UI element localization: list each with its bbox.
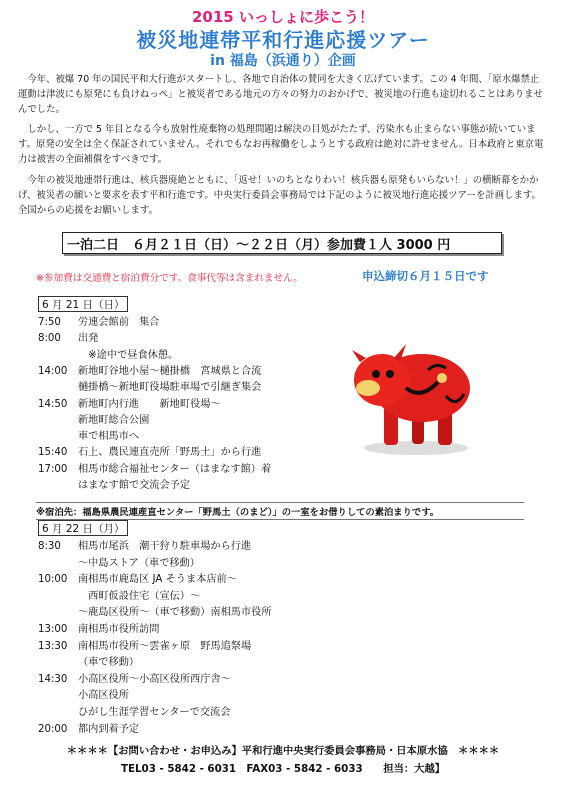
schedule-text: 南相馬市役所訪問 (78, 624, 160, 635)
schedule-text: 小高区役所 (78, 690, 129, 702)
schedule-text: 車で相馬市へ (78, 431, 140, 443)
schedule-time: 7:50 (38, 317, 61, 328)
schedule-row (38, 430, 139, 444)
schedule-text: 新地町谷地小屋～樋掛橋 宮城県と合流 (78, 365, 262, 377)
schedule-row (38, 606, 272, 620)
schedule-text: 石上、農民連直売所「野馬土」から行進 (78, 447, 262, 459)
title-main: 被災地連帯平和行進応援ツアー (136, 28, 430, 52)
tour-summary-box (62, 232, 502, 254)
schedule-text: 新地町総合公園 (78, 414, 150, 426)
schedule-time: 13:30 (38, 640, 68, 652)
schedule-row (38, 381, 261, 395)
schedule-text: 相馬市総合福祉センター（はまなす館）着 (78, 463, 272, 475)
schedule-text: （車で移動） (78, 657, 140, 669)
schedule-row (38, 316, 160, 330)
schedule-row (38, 640, 251, 654)
schedule-time: 15:40 (38, 447, 68, 459)
schedule-time: 8:00 (38, 333, 61, 345)
schedule-text: はまなす館で交流会予定 (78, 480, 191, 491)
day2-label: 6 月 22 日（月） (38, 520, 128, 536)
schedule-text: 樋掛橋～新地町役場駐車場で引継ぎ集会 (78, 382, 262, 394)
schedule-row (38, 590, 200, 604)
schedule-time: 13:00 (38, 624, 68, 635)
schedule-text: 南相馬市鹿島区 JA そうま本店前～ (78, 574, 237, 586)
schedule-text: ～中島ストア（車で移動） (78, 557, 200, 569)
schedule-text: 西町仮設住宅（宣伝）～ (78, 590, 201, 602)
intro-paragraph-2: しかし、一方で 5 年目となる今も放射性廃棄物の処理問題は解決の目処がたたず、汚染水も止まらない事態が続いています。原発の安全は全く保証されていません。それでもなお再稼働をしようとする政府は絶対に許せません。日本政府と東京電力は被害の全面補償をすべきです。 (18, 124, 544, 165)
intro-paragraph-3: 今年の被災地連帯行進は、核兵器廃絶とともに、「返せ！いのちとなりわい！核兵器も原発もいらない！」の横断幕をかかげ、被災者の願いと要求を表す平和行進です。中央実行委員会事務局では下記のように被災地行進応援ツアーを計画します。全国からの応援をお願いします。 (18, 175, 541, 216)
schedule-time: 14:00 (38, 365, 68, 377)
schedule-row (38, 398, 221, 412)
schedule-time: 20:00 (38, 723, 68, 735)
schedule-row (38, 673, 231, 687)
schedule-text: ～鹿島区役所～（車で移動）南相馬市役所 (78, 607, 272, 619)
schedule-row (38, 656, 139, 670)
schedule-row (38, 557, 200, 571)
akabeko-red-cow-icon (346, 318, 476, 458)
schedule-text: 新地町内行進 新地町役場～ (78, 398, 221, 410)
schedule-text: 出発 (78, 333, 99, 345)
schedule-text: 労連会館前 集合 (78, 317, 160, 328)
schedule-time: 10:00 (38, 574, 68, 586)
schedule-row (38, 414, 149, 428)
schedule-row (38, 573, 237, 587)
schedule-time: 17:00 (38, 463, 68, 475)
schedule-text: 小高区役所～小高区役所西庁舎～ (78, 673, 231, 685)
schedule-text: ひがし生涯学習センターで交流会 (78, 707, 231, 718)
schedule-row (38, 479, 190, 493)
schedule-row (38, 723, 139, 737)
title-line1: 2015 いっしょに歩こう！ (192, 8, 374, 26)
schedule-time: 14:50 (38, 398, 68, 410)
schedule-text: 相馬市尾浜 潮干狩り駐車場から行進 (78, 541, 252, 552)
title-sub: in 福島（浜通り）企画 (210, 53, 356, 69)
schedule-text: ※途中で昼食休憩。 (78, 349, 179, 361)
intro-paragraph-1: 今年、被爆 70 年の国民平和大行進がスタートし、各地で自治体の賛同を大きく広げています。この 4 年間、「原水爆禁止運動は津波にも原発にも負けねっぺ」と被災者である地元の方々の努力のおかげで、被災地の行進も途切れることはありませんでした。 (18, 74, 543, 115)
schedule-text: 南相馬市役所～雲雀ヶ原 野馬追祭場 (78, 640, 252, 652)
day1-label: 6 月 21 日（日） (38, 296, 128, 312)
schedule-row (38, 349, 178, 363)
schedule-row (38, 463, 271, 477)
schedule-row (38, 540, 251, 554)
fee-note: ※参加費は交通費と宿泊費分です。食事代等は含まれません。 (36, 273, 303, 284)
schedule-time: 14:30 (38, 673, 68, 685)
tour-summary-text: 一泊二日 ６月２１日（日）～２２日（月）参加費１人 3000 円 (67, 237, 451, 253)
contact-line-1: ＊＊＊＊【お問い合わせ・お申込み】平和行進中央実行委員会事務局・日本原水協 ＊＊＊＊ (66, 745, 500, 757)
schedule-row (38, 706, 230, 720)
schedule-row (38, 446, 261, 460)
deadline: 申込締切６月１５日です (362, 269, 489, 283)
schedule-row (38, 623, 160, 637)
schedule-row (38, 365, 261, 379)
stay-note: ※宿泊先：福島県農民連産直センター「野馬土（のまど）」の一室をお借りしての素泊まりです。 (36, 502, 524, 520)
contact-line-2: TEL03 - 5842 - 6031 FAX03 - 5842 - 6033 担当：大越】 (120, 763, 446, 775)
schedule-row (38, 332, 98, 346)
schedule-row (38, 689, 129, 703)
schedule-text: 都内到着予定 (78, 723, 140, 735)
schedule-time: 8:30 (38, 541, 61, 552)
